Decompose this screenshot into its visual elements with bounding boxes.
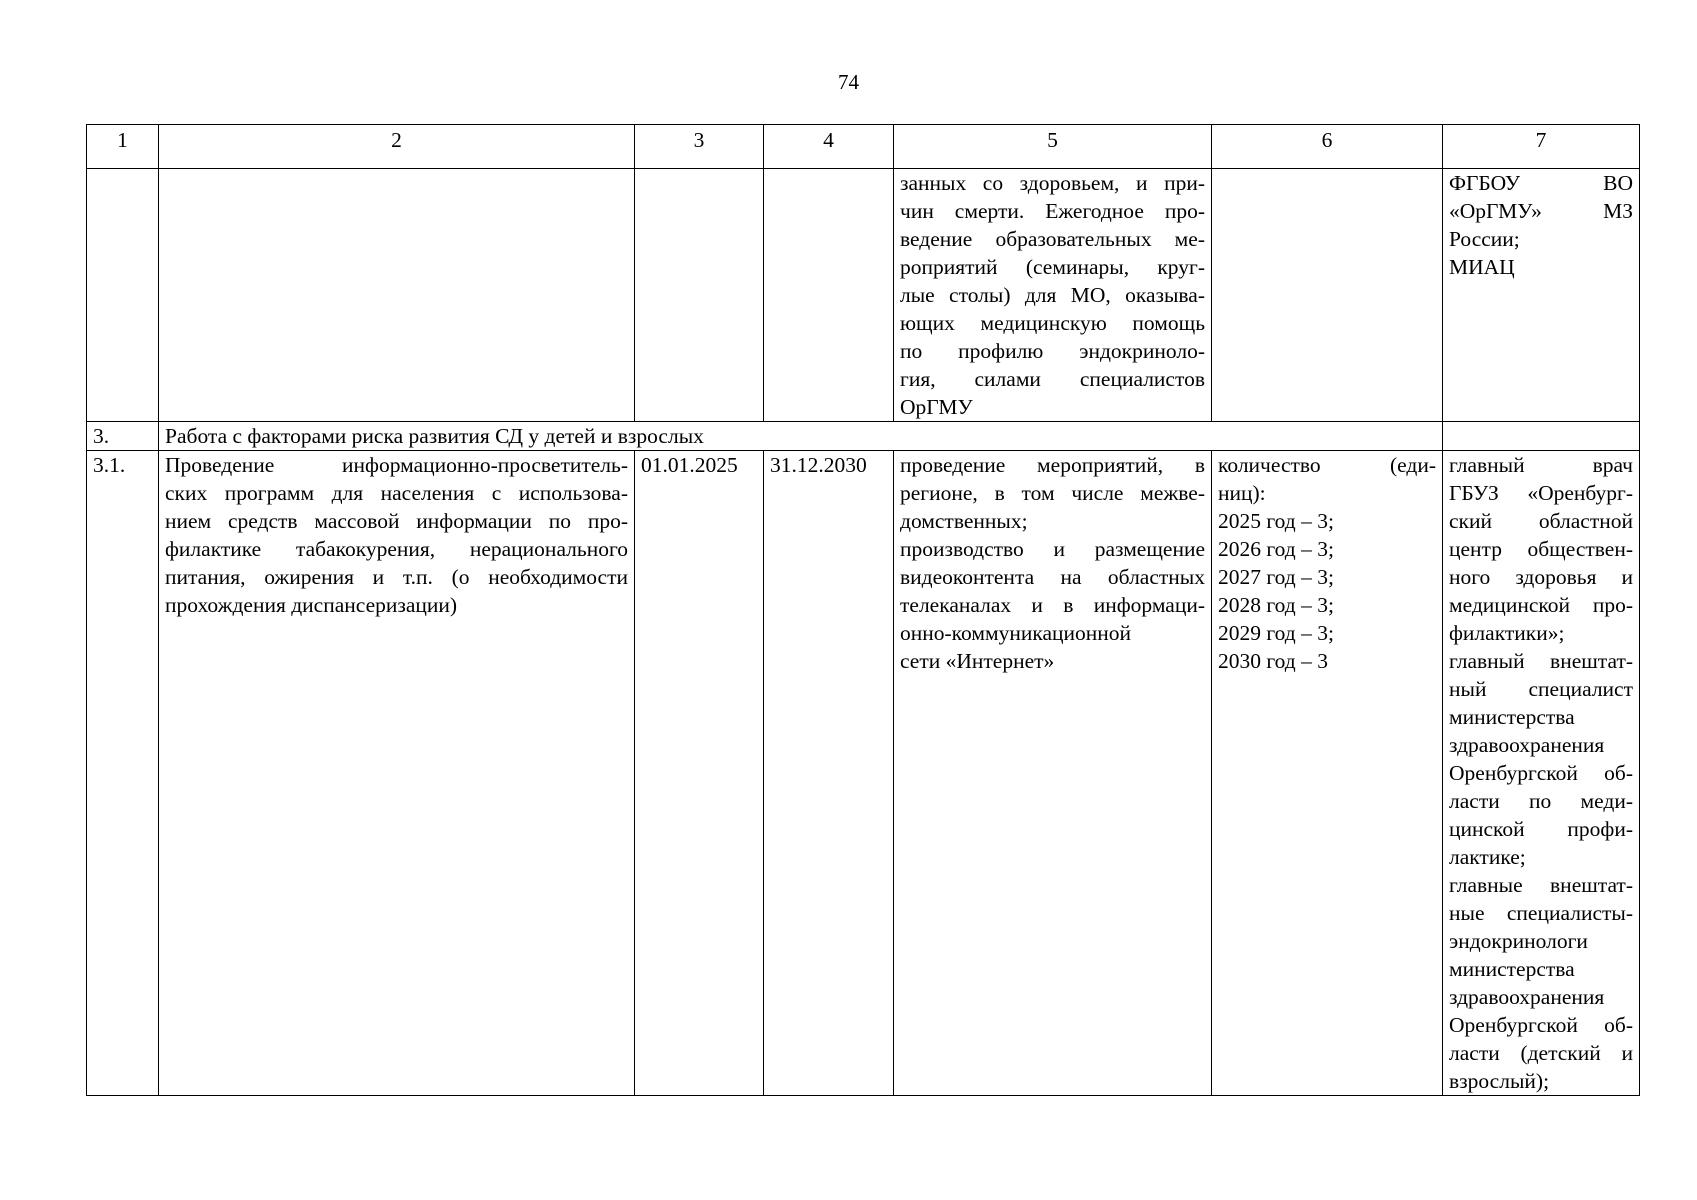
text-line: «ОрГМУ» МЗ bbox=[1449, 199, 1633, 223]
text-line: лактике; bbox=[1449, 845, 1526, 869]
text-line: видеоконтента на областных bbox=[900, 565, 1205, 589]
text-line: министерства bbox=[1449, 957, 1575, 981]
text-line: главный внештат- bbox=[1449, 649, 1633, 673]
text-line: чин смерти. Ежегодное про- bbox=[900, 199, 1205, 223]
text-line: ющих медицинскую помощь bbox=[900, 311, 1205, 335]
cont-cell-result bbox=[894, 169, 1212, 422]
text-line: количество (еди- bbox=[1218, 453, 1436, 477]
text-line: по профилю эндокриноло- bbox=[900, 339, 1205, 363]
text-line: ного здоровья и bbox=[1449, 565, 1633, 589]
section-number: 3. bbox=[87, 422, 159, 451]
text-line: ниц): bbox=[1218, 481, 1266, 505]
text-line: онно-коммуникационной bbox=[900, 621, 1132, 645]
section-cell-7 bbox=[1443, 422, 1640, 451]
item-end-date: 31.12.2030 bbox=[764, 451, 894, 1096]
cont-cell-2 bbox=[159, 169, 635, 422]
header-row bbox=[87, 125, 1640, 169]
item-result bbox=[894, 451, 1212, 1096]
text-line: сети «Интернет» bbox=[900, 649, 1055, 673]
column-header-7: 7 bbox=[1443, 125, 1640, 169]
text-line: домственных; bbox=[900, 509, 1028, 533]
text-line: ласти по меди- bbox=[1449, 789, 1633, 813]
plan-table bbox=[86, 124, 1640, 1096]
text-line: МИАЦ bbox=[1449, 255, 1515, 279]
text-line: Оренбургской об- bbox=[1449, 761, 1633, 785]
text-line: ведение образовательных ме- bbox=[900, 227, 1205, 251]
section-row bbox=[87, 422, 1640, 451]
text-line: Оренбургской об- bbox=[1449, 1013, 1633, 1037]
text-line: 2026 год – 3; bbox=[1218, 537, 1334, 561]
column-header-5: 5 bbox=[894, 125, 1212, 169]
text-line: России; bbox=[1449, 227, 1520, 251]
text-line: цинской профи- bbox=[1449, 817, 1633, 841]
cont-cell-responsible bbox=[1443, 169, 1640, 422]
cont-cell-4 bbox=[764, 169, 894, 422]
text-line: телеканалах и в информаци- bbox=[900, 593, 1205, 617]
text-line: регионе, в том числе межве- bbox=[900, 481, 1205, 505]
cont-cell-1 bbox=[87, 169, 159, 422]
column-header-4: 4 bbox=[764, 125, 894, 169]
text-line: лые столы) для МО, оказыва- bbox=[900, 283, 1205, 307]
column-header-2: 2 bbox=[159, 125, 635, 169]
text-line: медицинской про- bbox=[1449, 593, 1633, 617]
item-indicator bbox=[1212, 451, 1443, 1096]
text-line: ГБУЗ «Оренбург- bbox=[1449, 481, 1633, 505]
text-line: прохождения диспансеризации) bbox=[165, 593, 458, 617]
text-line: филактике табакокурения, нерационального bbox=[165, 537, 628, 561]
cont-cell-6 bbox=[1212, 169, 1443, 422]
page-number: 74 bbox=[838, 70, 859, 94]
text-line: 2027 год – 3; bbox=[1218, 565, 1334, 589]
text-line: филактики»; bbox=[1449, 621, 1565, 645]
text-line: нием средств массовой информации по про- bbox=[165, 509, 628, 533]
column-header-6: 6 bbox=[1212, 125, 1443, 169]
text-line: ФГБОУ ВО bbox=[1449, 171, 1633, 195]
text-line: здравоохранения bbox=[1449, 733, 1605, 757]
item-responsible bbox=[1443, 451, 1640, 1096]
text-line: здравоохранения bbox=[1449, 985, 1605, 1009]
text-line: центр обществен- bbox=[1449, 537, 1633, 561]
text-line: производство и размещение bbox=[900, 537, 1205, 561]
column-header-3: 3 bbox=[635, 125, 764, 169]
section-title: Работа с факторами риска развития СД у детей и взрослых bbox=[159, 422, 1443, 451]
item-row bbox=[87, 451, 1640, 1096]
text-line: гия, силами специалистов bbox=[900, 367, 1205, 391]
text-line: ский областной bbox=[1449, 509, 1633, 533]
text-line: главный врач bbox=[1449, 453, 1633, 477]
item-number: 3.1. bbox=[87, 451, 159, 1096]
column-header-1: 1 bbox=[87, 125, 159, 169]
cont-cell-3 bbox=[635, 169, 764, 422]
text-line: главные внештат- bbox=[1449, 873, 1633, 897]
text-line: ный специалист bbox=[1449, 677, 1633, 701]
text-line: ских программ для населения с использова- bbox=[165, 481, 628, 505]
text-line: 2030 год – 3 bbox=[1218, 649, 1328, 673]
text-line: Проведение информационно-просветитель- bbox=[165, 453, 628, 477]
text-line: эндокринологи bbox=[1449, 929, 1588, 953]
text-line: питания, ожирения и т.п. (о необходимости bbox=[165, 565, 628, 589]
text-line: взрослый); bbox=[1449, 1069, 1550, 1093]
text-line: проведение мероприятий, в bbox=[900, 453, 1205, 477]
text-line: роприятий (семинары, круг- bbox=[900, 255, 1205, 279]
item-description bbox=[159, 451, 635, 1096]
text-line: 2025 год – 3; bbox=[1218, 509, 1334, 533]
text-line: ласти (детский и bbox=[1449, 1041, 1633, 1065]
text-line: 2028 год – 3; bbox=[1218, 593, 1334, 617]
continuation-row bbox=[87, 169, 1640, 422]
text-line: министерства bbox=[1449, 705, 1575, 729]
text-line: ОрГМУ bbox=[900, 395, 973, 419]
text-line: занных со здоровьем, и при- bbox=[900, 171, 1205, 195]
item-start-date: 01.01.2025 bbox=[635, 451, 764, 1096]
text-line: 2029 год – 3; bbox=[1218, 621, 1334, 645]
text-line: ные специалисты- bbox=[1449, 901, 1633, 925]
